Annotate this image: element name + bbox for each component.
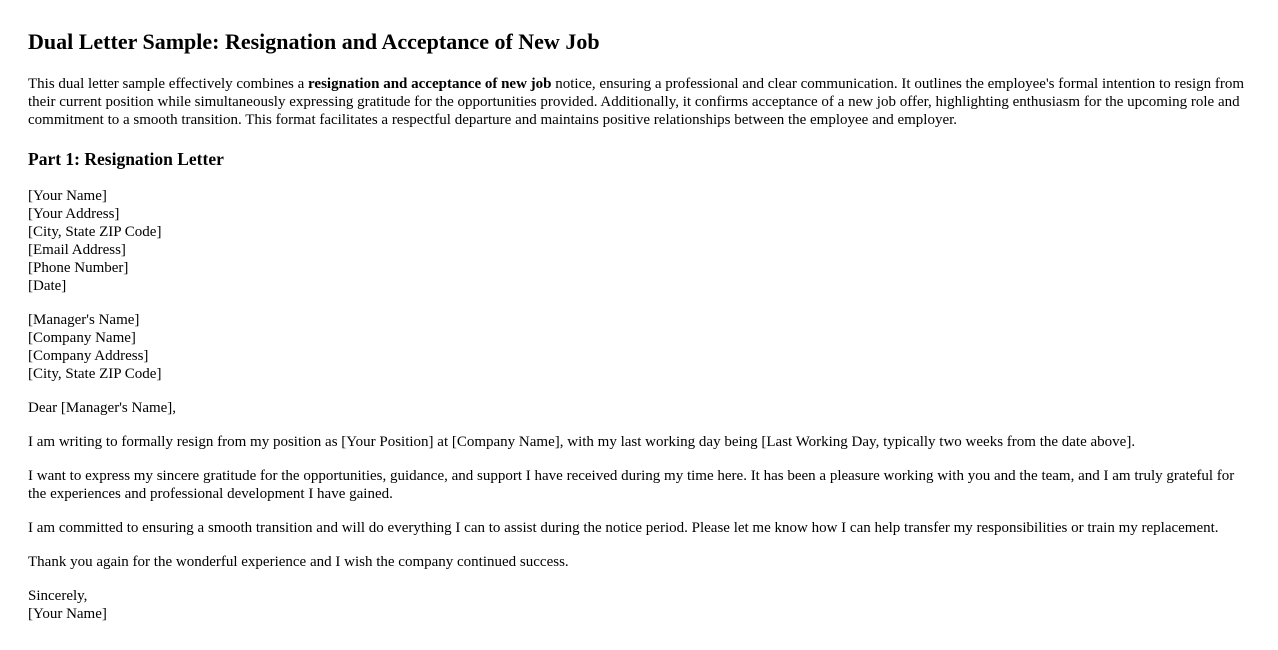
sender-date: [Date] — [28, 278, 67, 294]
intro-text-before: This dual letter sample effectively combines a — [28, 76, 309, 92]
closing: Sincerely, — [28, 588, 88, 604]
signature: [Your Name] — [28, 606, 107, 622]
letter-paragraph: Thank you again for the wonderful experience and I wish the company continued success. — [28, 554, 569, 570]
intro-bold-phrase: resignation and acceptance of new job — [308, 76, 552, 92]
recipient-city: [City, State ZIP Code] — [28, 366, 162, 382]
sender-address: [Your Address] — [28, 206, 120, 222]
sender-name: [Your Name] — [28, 188, 107, 204]
sender-address-block — [28, 187, 1250, 295]
section-heading-part1: Part 1: Resignation Letter — [28, 149, 224, 169]
salutation: Dear [Manager's Name], — [28, 400, 177, 416]
letter-paragraph: I am committed to ensuring a smooth transition and will do everything I can to assist during the notice period. Please let me know how I can help transfer my responsibilities or train my replacement. — [28, 520, 1219, 536]
recipient-manager: [Manager's Name] — [28, 312, 140, 328]
sender-phone: [Phone Number] — [28, 260, 129, 276]
sender-email: [Email Address] — [28, 242, 126, 258]
intro-text-after: notice, ensuring a professional and clear communication. It outlines the employee's formal intention to resign from their current position while simultaneously expressing gratitude for the opportunities provided. Additionally, it confirms acceptance of a new job offer, highlighting enthusiasm for the upcoming role and commitment to a smooth transition. This format facilitates a respectful departure and maintains positive relationships between the employee and employer. — [28, 76, 1245, 128]
recipient-company: [Company Name] — [28, 330, 136, 346]
letter-paragraph: I want to express my sincere gratitude for the opportunities, guidance, and support I have received during my time here. It has been a pleasure working with you and the team, and I am truly grateful for the experiences and professional development I have gained. — [28, 468, 1235, 502]
letter-paragraph: I am writing to formally resign from my position as [Your Position] at [Company Name], with my last working day being [Last Working Day, typically two weeks from the date above]. — [28, 434, 1136, 450]
intro-paragraph — [28, 75, 1250, 129]
page-title: Dual Letter Sample: Resignation and Acceptance of New Job — [28, 29, 600, 54]
closing-block — [28, 587, 1250, 623]
recipient-address: [Company Address] — [28, 348, 149, 364]
recipient-address-block — [28, 311, 1250, 383]
sender-city: [City, State ZIP Code] — [28, 224, 162, 240]
